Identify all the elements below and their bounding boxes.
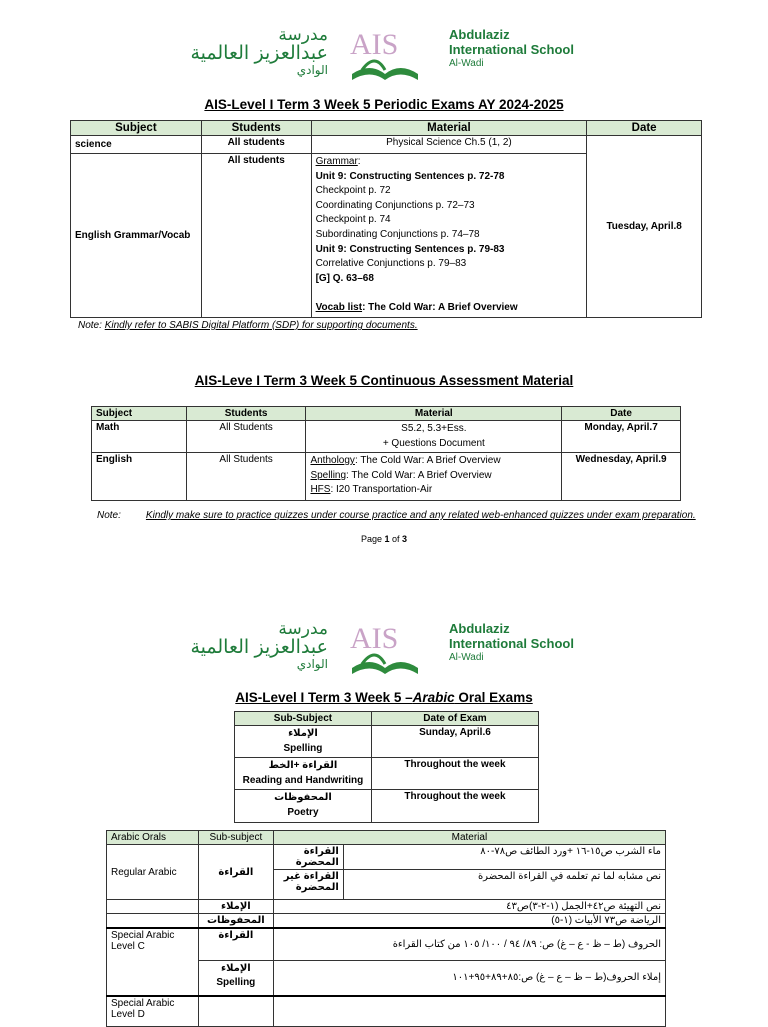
note-quizzes: Note: Kindly make sure to practice quizzes under course practice and any related web-enhanced quizzes under exam preparation. [97,510,696,521]
table-header-row: Subject Students Material Date [92,407,681,421]
school-name-english: Abdulaziz International School Al-Wadi [449,621,574,663]
periodic-exams-title: AIS-Level I Term 3 Week 5 Periodic Exams AY 2024-2025 [204,97,564,112]
table-header-row: Sub-Subject Date of Exam [235,712,539,726]
table-row: science All students Physical Science Ch.5 (1, 2) Tuesday, April.8 [71,136,702,154]
periodic-exams-table [70,120,702,318]
school-logo [340,616,430,686]
table-row: القراءة +الخط Reading and Handwriting Throughout the week [235,758,539,790]
table-row: المحفوظات الرياضة ص٧٣ الأبيات (١-٥) [107,914,666,929]
table-row: القراءة غير المحضرة نص مشابه لما تم تعلمه في القراءة المحضرة [107,870,666,900]
arabic-oral-exams-table [234,711,539,823]
school-logo [340,22,430,92]
note-sdp: Note: Kindly refer to SABIS Digital Platform (SDP) for supporting documents. [78,320,418,331]
continuous-assessment-title: AIS-Leve I Term 3 Week 5 Continuous Assessment Material [194,373,574,388]
school-name-arabic: مدرسة عبدالعزيز العالمية الوادي [190,25,328,77]
table-row: الإملاء Spelling Sunday, April.6 [235,726,539,758]
table-row: المحفوظات Poetry Throughout the week [235,790,539,822]
table-header-row: Arabic Orals Sub-subject Material [107,831,666,845]
table-row: Special Arabic Level C القراءة الحروف (ط – ظ - ع – غ) ص: ٨٩/ ٩٤ / ١٠٠/ ١٠٥ من كتاب القراءة [107,928,666,960]
english-material-cell: Grammar: Unit 9: Constructing Sentences p. 72-78 Checkpoint p. 72 Coordinating Conjunctions p. 72–73 Checkpoint p. 74 Subordinating Conjunctions p. 74–78 Unit 9: Constructing Sentences p. 79-83 Correlative Conjunctions p. 79–83 [G] Q. 63–68 Vocab list: The Cold War: A Brief Overview [311,154,587,318]
page-number: Page 1 of 3 [360,534,408,544]
continuous-assessment-table [91,406,681,501]
table-row: Math All Students S5.2, 5.3+Ess. + Questions Document Monday, April.7 [92,421,681,453]
table-row: English All Students Anthology: The Cold War: A Brief Overview Spelling: The Cold War: A Brief Overview HFS: I20 Transportation-Air Wednesday, April.9 [92,453,681,501]
arabic-oral-exams-title: AIS-Level I Term 3 Week 5 –Arabic Oral Exams [235,690,533,705]
svg-text:AIS: AIS [350,622,399,655]
arabic-orals-material-table [106,830,666,1027]
school-name-arabic: مدرسة عبدالعزيز العالمية الوادي [190,619,328,671]
table-header-row: Subject Students Material Date [71,121,702,136]
table-row: Regular Arabic القراءة القراءة المحضرة ماء الشرب ص١٥-١٦ +ورد الطائف ص٧٨-٨٠ [107,845,666,870]
table-row: English Grammar/Vocab All students Grammar: Unit 9: Constructing Sentences p. 72-78 Checkpoint p. 72 Coordinating Conjunctions p. 72–73 Checkpoint p. 74 Subordinating Conjunctions p. 74–78 Unit 9: Constructing Sentences p. 79-83 Correlative Conjunctions p. 79–83 [G] Q. 63–68 Vocab list: The Cold War: A Brief Overview [71,154,702,318]
school-name-english: Abdulaziz International School Al-Wadi [449,27,574,69]
table-row: الإملاء نص التهيئة ص٤٢+الجمل (١-٢-٣)ص٤٣ [107,900,666,914]
table-row: الإملاء Spelling إملاء الحروف(ط – ظ – ع – غ) ص:٨٥+٨٩+٩٥+١٠١ [107,960,666,996]
svg-text:AIS: AIS [350,28,399,61]
table-row: Special Arabic Level D [107,996,666,1026]
